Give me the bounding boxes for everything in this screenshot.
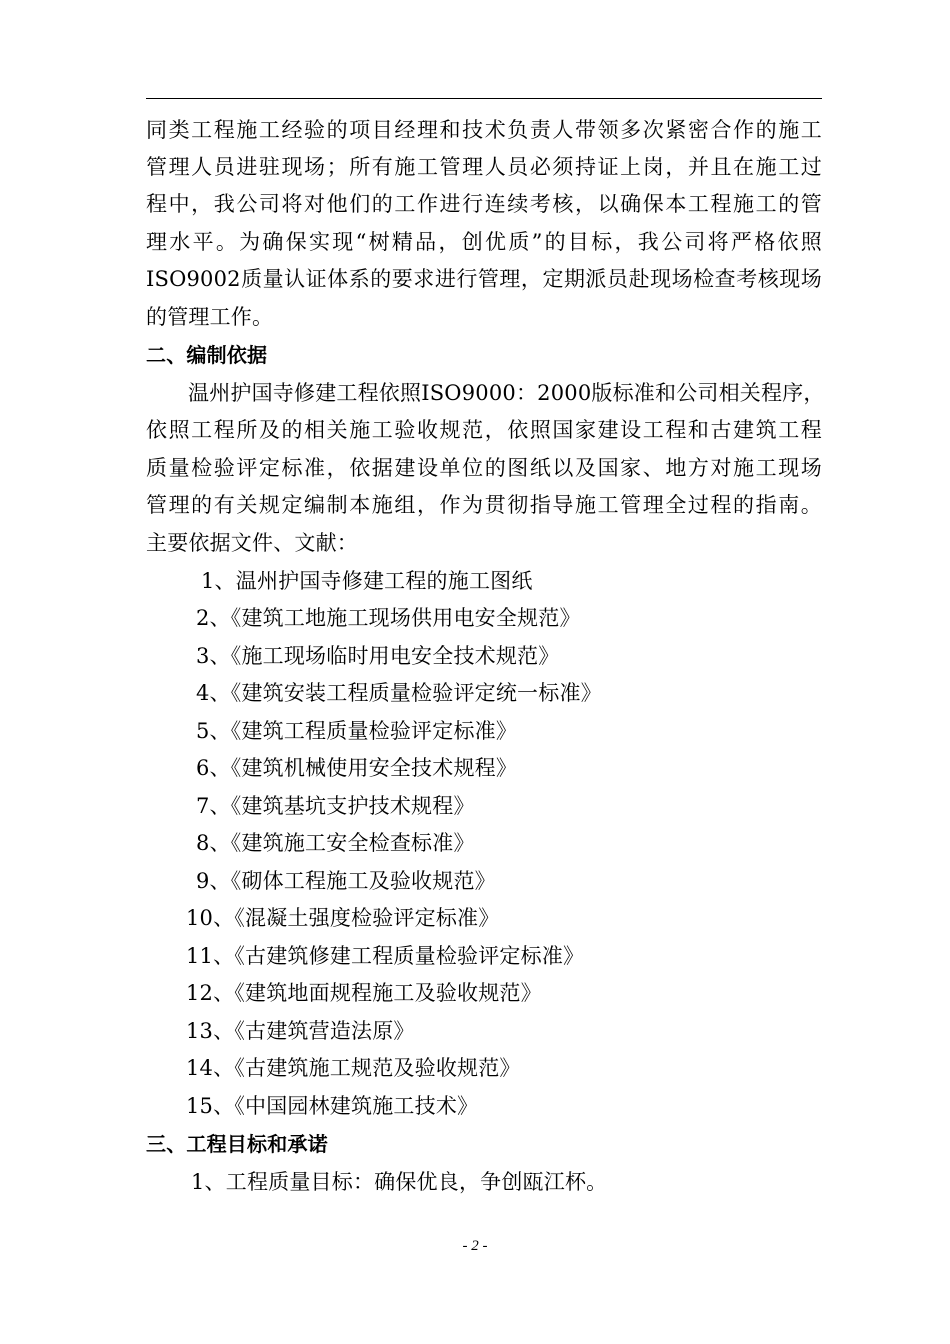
reference-item-1: 1、温州护国寺修建工程的施工图纸 (201, 569, 533, 593)
reference-item-3: 3、《施工现场临时用电安全技术规范》 (196, 644, 560, 668)
intro-line-2: 管理人员进驻现场；所有施工管理人员必须持证上岗，并且在施工过 (146, 155, 822, 179)
reference-item-5: 5、《建筑工程质量检验评定标准》 (196, 719, 518, 743)
reference-item-4: 4、《建筑安装工程质量检验评定统一标准》 (196, 681, 602, 705)
page-number: - 2 - (462, 1238, 488, 1254)
basis-para-line-3: 质量检验评定标准，依据建设单位的图纸以及国家、地方对施工现场 (146, 456, 822, 480)
reference-item-15: 15、《中国园林建筑施工技术》 (186, 1094, 479, 1118)
reference-item-14: 14、《古建筑施工规范及验收规范》 (186, 1056, 521, 1080)
basis-para-line-4: 管理的有关规定编制本施组，作为贯彻指导施工管理全过程的指南。 (146, 493, 822, 517)
section-heading-goals: 三、工程目标和承诺 (146, 1132, 328, 1156)
reference-item-6: 6、《建筑机械使用安全技术规程》 (196, 756, 518, 780)
intro-line-3: 程中，我公司将对他们的工作进行连续考核，以确保本工程施工的管 (146, 192, 822, 216)
reference-item-12: 12、《建筑地面规程施工及验收规范》 (186, 981, 542, 1005)
list-intro: 主要依据文件、文献： (146, 531, 358, 555)
reference-item-11: 11、《古建筑修建工程质量检验评定标准》 (186, 944, 585, 968)
reference-item-2: 2、《建筑工地施工现场供用电安全规范》 (196, 606, 581, 630)
header-rule (146, 98, 822, 99)
reference-item-9: 9、《砌体工程施工及验收规范》 (196, 869, 496, 893)
goal-item-1: 1、工程质量目标：确保优良，争创瓯江杯。 (191, 1170, 608, 1194)
section-heading-basis: 二、编制依据 (146, 343, 268, 367)
reference-item-10: 10、《混凝土强度检验评定标准》 (186, 906, 500, 930)
reference-item-13: 13、《古建筑营造法原》 (186, 1019, 415, 1043)
intro-line-6: 的管理工作。 (146, 305, 274, 329)
basis-para-line-1: 温州护国寺修建工程依照ISO9000：2000版标准和公司相关程序， (188, 381, 825, 405)
basis-para-line-2: 依照工程所及的相关施工验收规范，依照国家建设工程和古建筑工程 (146, 418, 822, 442)
intro-line-1: 同类工程施工经验的项目经理和技术负责人带领多次紧密合作的施工 (146, 118, 822, 142)
reference-item-8: 8、《建筑施工安全检查标准》 (196, 831, 475, 855)
reference-item-7: 7、《建筑基坑支护技术规程》 (196, 794, 475, 818)
intro-line-5: ISO9002质量认证体系的要求进行管理，定期派员赴现场检查考核现场 (146, 267, 822, 291)
intro-line-4: 理水平。为确保实现“树精品，创优质”的目标，我公司将严格依照 (146, 230, 822, 254)
